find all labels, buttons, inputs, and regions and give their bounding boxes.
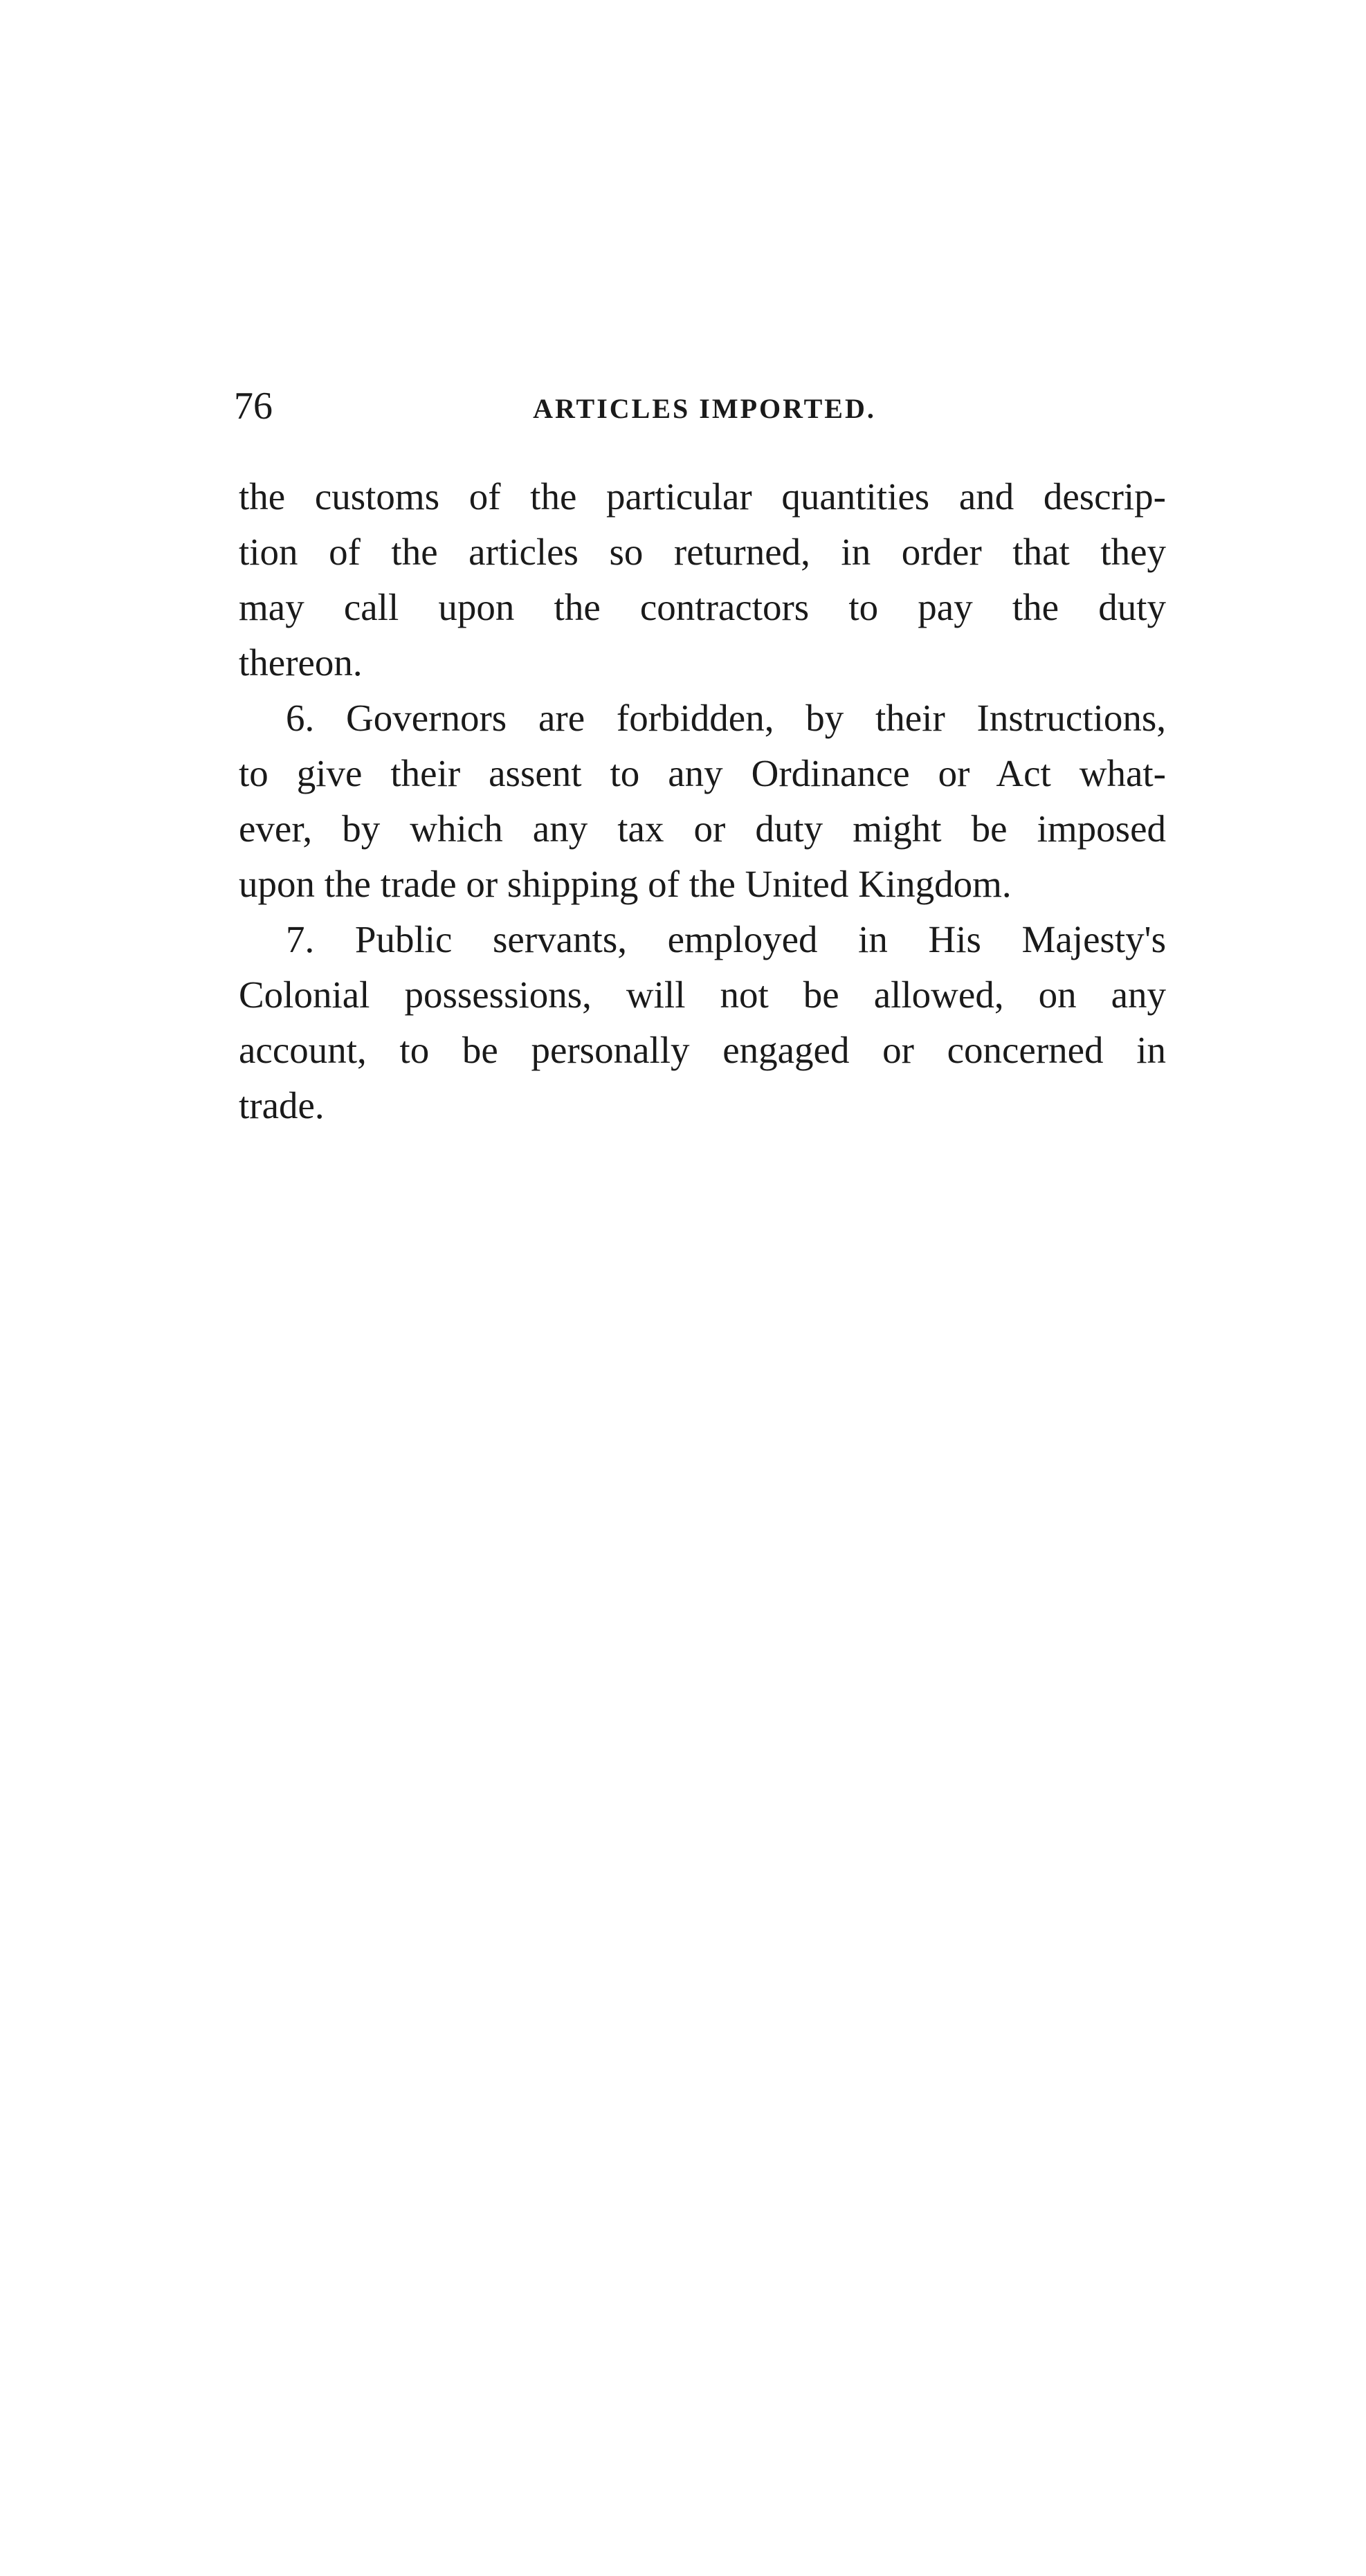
text-line: ever, by which any tax or duty might be imposed bbox=[239, 807, 1166, 850]
page-number: 76 bbox=[234, 385, 273, 428]
paragraph-7-first-line: 7. Public servants, employed in His Majesty's bbox=[286, 918, 1166, 960]
text-line: to give their assent to any Ordinance or Act what- bbox=[239, 752, 1166, 794]
text-line: trade. bbox=[239, 1084, 325, 1126]
text-line: Colonial possessions, will not be allowed, on any bbox=[239, 974, 1166, 1016]
text-line: account, to be personally engaged or concerned in bbox=[239, 1029, 1166, 1071]
running-title: ARTICLES IMPORTED. bbox=[533, 393, 876, 424]
text-line: the customs of the particular quantities and descrip- bbox=[239, 475, 1166, 518]
text-line: thereon. bbox=[239, 641, 363, 684]
text-line: may call upon the contractors to pay the duty bbox=[239, 586, 1166, 628]
text-line: tion of the articles so returned, in order that they bbox=[239, 531, 1166, 573]
paragraph-6-first-line: 6. Governors are forbidden, by their Instructions, bbox=[286, 697, 1166, 739]
text-line: upon the trade or shipping of the United Kingdom. bbox=[239, 863, 1012, 905]
body-text bbox=[239, 469, 1166, 1133]
running-head bbox=[234, 382, 1175, 430]
